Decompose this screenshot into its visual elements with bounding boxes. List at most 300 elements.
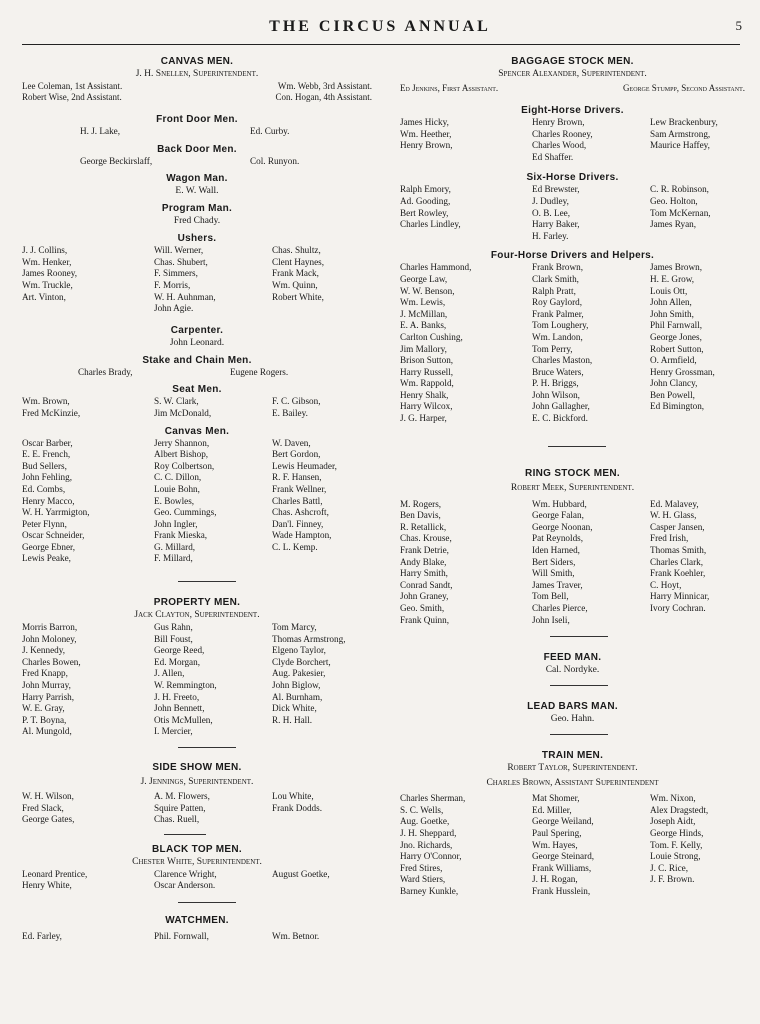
- train-heading: TRAIN MEN.: [541, 750, 604, 762]
- name-entry: Charles Sherman,: [400, 793, 466, 804]
- four-horse-heading: Four-Horse Drivers and Helpers.: [490, 250, 655, 262]
- name-entry: Jim McDonald,: [154, 407, 212, 418]
- name-entry: J. Allen,: [154, 668, 185, 679]
- section-divider: [550, 734, 608, 735]
- name-entry: H. Farley.: [532, 230, 569, 241]
- name-entry: R. F. Hansen,: [272, 472, 322, 483]
- program-heading: Program Man.: [161, 203, 233, 215]
- name-entry: Tom Bell,: [532, 591, 569, 602]
- name-entry: Will. Werner,: [154, 245, 204, 256]
- name-entry: [272, 553, 372, 565]
- side-show-superintendent: J. Jennings, Superintendent.: [140, 777, 254, 787]
- left-column: [22, 52, 372, 943]
- name-entry: E. Bailey.: [272, 407, 308, 418]
- name-entry: Harry Wilcox,: [400, 401, 453, 412]
- ring-stock-heading: RING STOCK MEN.: [525, 467, 620, 479]
- name-entry: Charles Maston,: [532, 355, 593, 366]
- name-entry: Harry Russell,: [400, 366, 454, 377]
- name-entry: [650, 231, 745, 243]
- name-entry: Wm. Landon,: [532, 331, 583, 342]
- ring-stock-names: [400, 499, 745, 627]
- name-entry: Frank Brown,: [532, 262, 584, 273]
- name-entry: Tom. F. Kelly,: [650, 839, 703, 850]
- name-entry: Eugene Rogers.: [230, 366, 289, 377]
- seat-men-names: [22, 396, 372, 419]
- name-entry: Clent Haynes,: [272, 256, 325, 267]
- back-door-names: [22, 156, 372, 168]
- name-entry: George Law,: [400, 273, 448, 284]
- name-entry: Louie Strong,: [650, 851, 701, 862]
- name-entry: Ed Brewster,: [532, 184, 580, 195]
- section-divider: [550, 685, 608, 686]
- name-entry: Wm. Hubbard,: [532, 498, 587, 509]
- name-entry: [400, 231, 532, 243]
- watchmen-heading: WATCHMEN.: [165, 914, 229, 926]
- name-entry: Tom Perry,: [532, 343, 573, 354]
- name-entry: [272, 303, 372, 315]
- name-entry: Sam Armstrong,: [650, 128, 711, 139]
- feed-name: Cal. Nordyke.: [545, 665, 600, 676]
- assistant-name: Con. Hogan, 4th Assistant.: [275, 92, 372, 102]
- canvas-men-superintendent: J. H. Snellen, Superintendent.: [135, 69, 259, 79]
- name-entry: Lew Brackenbury,: [650, 117, 718, 127]
- name-entry: Frank Wellner,: [272, 483, 327, 494]
- name-entry: [650, 413, 745, 425]
- name-entry: Geo. Smith,: [400, 603, 445, 613]
- name-entry: Charles Clark,: [650, 556, 704, 567]
- carpenter-name: John Leonard.: [169, 337, 225, 348]
- name-entry: Aug. Goetke,: [400, 816, 450, 827]
- name-entry: Conrad Sandt,: [400, 579, 453, 590]
- name-entry: Frank Williams,: [532, 862, 592, 873]
- name-entry: Jno. Richards,: [400, 839, 453, 850]
- lead-bars-name: Geo. Hahn.: [550, 714, 595, 725]
- name-entry: [272, 726, 372, 738]
- side-show-heading: SIDE SHOW MEN.: [152, 762, 242, 773]
- name-entry: Wm. Brown,: [22, 396, 70, 407]
- name-entry: J. G. Harper,: [400, 413, 447, 424]
- name-entry: Lou White,: [272, 791, 314, 801]
- carpenter-heading: Carpenter.: [170, 324, 224, 336]
- name-entry: Clark Smith,: [532, 273, 579, 284]
- program-name: Fred Chady.: [173, 216, 221, 227]
- section-divider: [178, 581, 236, 582]
- name-entry: Dick White,: [272, 703, 317, 714]
- name-entry: George Beckirslaff,: [80, 155, 153, 166]
- name-entry: [650, 886, 745, 898]
- name-entry: John Agie.: [154, 303, 194, 314]
- name-entry: R. H. Hall.: [272, 714, 313, 725]
- wagon-heading: Wagon Man.: [166, 173, 228, 185]
- name-entry: Ed. Malavey,: [650, 498, 699, 509]
- page-title: THE CIRCUS ANNUAL: [269, 18, 491, 35]
- name-entry: C. L. Kemp.: [272, 541, 318, 552]
- name-entry: Ed. Miller,: [532, 804, 572, 815]
- name-entry: James Ryan,: [650, 219, 697, 230]
- name-entry: George Noonan,: [532, 521, 593, 532]
- name-entry: James Hicky,: [400, 117, 449, 127]
- name-entry: Phil. Fornwall,: [154, 930, 209, 941]
- section-divider: [178, 902, 236, 903]
- assistant-name: George Stumpp, Second Assistant.: [623, 83, 745, 93]
- feed-heading: FEED MAN.: [543, 652, 602, 664]
- name-entry: Harry Parrish,: [22, 691, 75, 702]
- name-entry: Wm. Betnor.: [272, 930, 320, 941]
- name-entry: Chas. Ruell,: [154, 814, 200, 825]
- name-entry: Wade Hampton,: [272, 530, 332, 541]
- name-entry: Oscar Schneider,: [22, 530, 85, 541]
- name-entry: Henry Shalk,: [400, 389, 449, 400]
- front-door-heading: Front Door Men.: [156, 114, 238, 125]
- name-entry: George Ebner,: [22, 541, 76, 552]
- name-entry: John Ingler,: [154, 518, 198, 529]
- name-entry: [272, 880, 372, 892]
- name-entry: John Wilson,: [532, 389, 580, 400]
- name-entry: Fred Knapp,: [22, 668, 68, 679]
- name-entry: Albert Bishop,: [154, 449, 209, 460]
- name-entry: Fred McKinzie,: [22, 407, 81, 418]
- name-entry: Dan'l. Finney,: [272, 518, 324, 529]
- name-entry: Henry Macco,: [22, 495, 75, 506]
- name-entry: O. Armfield,: [650, 355, 697, 366]
- name-entry: Lewis Heumader,: [272, 460, 337, 471]
- assistant-name: Wm. Webb, 3rd Assistant.: [277, 81, 372, 91]
- name-entry: Wm. Quinn,: [272, 279, 318, 290]
- name-entry: Frank Mieska,: [154, 530, 208, 541]
- name-entry: Paul Spering,: [532, 827, 582, 838]
- name-entry: F. C. Gibson,: [272, 396, 321, 407]
- name-entry: Casper Jansen,: [650, 521, 705, 532]
- name-entry: W. Daven,: [272, 437, 311, 448]
- name-entry: George Hinds,: [650, 827, 704, 838]
- name-entry: Roy Colbertson,: [154, 460, 215, 471]
- name-entry: James Brown,: [650, 262, 703, 273]
- canvas-men-assistants-row-1: [22, 81, 372, 92]
- name-entry: Charles Wood,: [532, 140, 587, 151]
- name-entry: George Weiland,: [532, 816, 594, 827]
- property-men-superintendent: Jack Clayton, Superintendent.: [134, 610, 260, 621]
- name-entry: Henry White,: [22, 880, 72, 891]
- name-entry: Ed. Curby.: [250, 126, 290, 136]
- name-entry: Joseph Aidt,: [650, 816, 696, 827]
- name-entry: W. H. Glass,: [650, 510, 697, 521]
- name-entry: F. Morris,: [154, 279, 191, 290]
- name-entry: Frank Detrie,: [400, 545, 449, 556]
- name-entry: Ed. Morgan,: [154, 656, 201, 667]
- train-superintendent: Robert Taylor, Superintendent.: [507, 763, 638, 774]
- name-entry: Ralph Emory,: [400, 184, 451, 195]
- name-entry: Iden Harned,: [532, 545, 580, 556]
- ushers-names: [22, 245, 372, 315]
- name-entry: James Traver,: [532, 579, 583, 590]
- name-entry: S. C. Wells,: [400, 804, 444, 815]
- name-entry: George Reed,: [154, 645, 205, 656]
- name-entry: Tom Loughery,: [532, 320, 589, 331]
- header-rule: [22, 44, 740, 45]
- section-divider: [164, 834, 206, 835]
- black-top-superintendent: Chester White, Superintendent.: [132, 856, 262, 867]
- name-entry: Bert Siders,: [532, 556, 576, 567]
- name-entry: Bert Gordon,: [272, 449, 321, 460]
- name-entry: Gus Rahn,: [154, 622, 193, 633]
- name-entry: Bill Foust,: [154, 633, 193, 644]
- name-entry: Bruce Waters,: [532, 366, 584, 377]
- canvas-men-2-heading: Canvas Men.: [164, 425, 230, 437]
- property-men-names: [22, 622, 372, 738]
- front-door-names: [22, 126, 372, 138]
- name-entry: John Clancy,: [650, 378, 698, 389]
- name-entry: Maurice Haffey,: [650, 140, 710, 151]
- name-entry: Fred Stires,: [400, 862, 443, 873]
- name-entry: M. Rogers,: [400, 498, 442, 509]
- name-entry: Henry Grossman,: [650, 366, 715, 377]
- name-entry: Wm. Henker,: [22, 256, 72, 267]
- name-entry: Wm. Rappold,: [400, 378, 454, 389]
- right-column: [400, 52, 745, 898]
- name-entry: Harry O'Connor,: [400, 851, 462, 862]
- name-entry: C. Hoyt,: [650, 579, 682, 590]
- name-entry: Morris Barron,: [22, 622, 78, 633]
- name-entry: Oscar Barber,: [22, 437, 73, 448]
- ring-stock-superintendent: Robert Meek, Superintendent.: [510, 482, 635, 493]
- stake-chain-names: [22, 367, 372, 379]
- name-entry: G. Millard,: [154, 541, 196, 552]
- name-entry: George Steinard,: [532, 851, 595, 862]
- name-entry: Aug. Pakesier,: [272, 668, 326, 679]
- name-entry: Ward Stiers,: [400, 874, 446, 885]
- name-entry: Harry Minnicar,: [650, 591, 710, 602]
- name-entry: Brison Sutton,: [400, 355, 454, 366]
- name-entry: Barney Kunkle,: [400, 885, 459, 896]
- name-entry: Charles Battl,: [272, 495, 323, 506]
- back-door-heading: Back Door Men.: [157, 143, 237, 155]
- name-entry: Clarence Wright,: [154, 868, 217, 879]
- ushers-heading: Ushers.: [177, 233, 217, 245]
- name-entry: A. M. Flowers,: [154, 791, 210, 801]
- name-entry: Charles Rooney,: [532, 128, 593, 139]
- name-entry: Harry Baker,: [532, 219, 580, 230]
- name-entry: Frank Husslein,: [532, 885, 591, 896]
- name-entry: J. H. Rogan,: [532, 874, 578, 885]
- name-entry: Elgeno Taylor,: [272, 645, 326, 656]
- train-assistant: Charles Brown, Assistant Superintendent: [486, 778, 659, 789]
- name-entry: Ed Shaffer.: [532, 151, 574, 162]
- name-entry: George Gates,: [22, 814, 75, 825]
- name-entry: John Fehling,: [22, 472, 73, 483]
- name-entry: J. H. Sheppard,: [400, 827, 457, 838]
- name-entry: [272, 814, 372, 826]
- name-entry: Ralph Pratt,: [532, 285, 576, 296]
- name-entry: Leonard Prentice,: [22, 868, 88, 879]
- property-men-heading: PROPERTY MEN.: [153, 597, 241, 609]
- name-entry: Geo. Holton,: [650, 195, 698, 206]
- name-entry: [650, 152, 745, 164]
- name-entry: Wm. Truckle,: [22, 279, 73, 290]
- section-divider: [550, 636, 608, 637]
- name-entry: P. H. Briggs,: [532, 378, 579, 389]
- name-entry: J. J. Collins,: [22, 245, 68, 256]
- name-entry: Lewis Peake,: [22, 553, 71, 564]
- name-entry: Jim Mallory,: [400, 343, 447, 354]
- name-entry: [650, 615, 745, 627]
- name-entry: Oscar Anderson.: [154, 880, 216, 891]
- canvas-men-heading: CANVAS MEN.: [160, 56, 234, 67]
- name-entry: Wm. Heether,: [400, 128, 452, 139]
- name-entry: Tom McKernan,: [650, 207, 711, 218]
- name-entry: George Falan,: [532, 510, 584, 521]
- name-entry: Col. Runyon.: [250, 155, 300, 166]
- name-entry: C. R. Robinson,: [650, 184, 709, 195]
- name-entry: Chas. Ashcroft,: [272, 507, 329, 518]
- name-entry: John Smith,: [650, 308, 694, 319]
- eight-horse-heading: Eight-Horse Drivers.: [521, 105, 624, 116]
- name-entry: Henry Brown,: [400, 140, 453, 151]
- name-entry: W. W. Benson,: [400, 285, 455, 296]
- name-entry: Charles Brady,: [78, 366, 133, 377]
- baggage-heading: BAGGAGE STOCK MEN.: [511, 56, 634, 67]
- name-entry: P. T. Boyna,: [22, 714, 67, 725]
- name-entry: Otis McMullen,: [154, 714, 213, 725]
- name-entry: John Murray,: [22, 680, 71, 691]
- name-entry: J. McMillan,: [400, 308, 448, 319]
- watchmen-names: [22, 931, 372, 943]
- stake-chain-heading: Stake and Chain Men.: [142, 354, 252, 366]
- name-entry: R. Retallick,: [400, 521, 447, 532]
- baggage-assistants: [400, 83, 745, 94]
- name-entry: Fred Irish,: [650, 533, 689, 544]
- name-entry: F. Millard,: [154, 553, 193, 564]
- name-entry: S. W. Clark,: [154, 396, 199, 407]
- name-entry: Chas. Shubert,: [154, 256, 208, 267]
- assistant-name: Ed Jenkins, First Assistant.: [400, 83, 499, 93]
- black-top-heading: BLACK TOP MEN.: [152, 843, 242, 855]
- name-entry: J. F. Brown.: [650, 874, 695, 885]
- name-entry: E. C. Bickford.: [532, 413, 588, 424]
- name-entry: H. J. Lake,: [80, 126, 121, 136]
- name-entry: Bud Sellers,: [22, 460, 67, 471]
- name-entry: Charles Lindley,: [400, 219, 461, 230]
- name-entry: Roy Gaylord,: [532, 297, 583, 308]
- baggage-superintendent: Spencer Alexander, Superintendent.: [498, 69, 647, 79]
- assistant-name: Lee Coleman, 1st Assistant.: [22, 81, 123, 91]
- eight-horse-names: [400, 117, 745, 163]
- name-entry: Wm. Lewis,: [400, 297, 446, 308]
- section-divider: [178, 747, 236, 748]
- page-number: 5: [735, 18, 742, 33]
- canvas-men-assistants-row-2: [22, 92, 372, 103]
- name-entry: F. Simmers,: [154, 268, 198, 279]
- name-entry: Charles Pierce,: [532, 603, 588, 613]
- name-entry: [22, 303, 154, 315]
- lead-bars-heading: LEAD BARS MAN.: [527, 701, 618, 713]
- name-entry: E. Bowles,: [154, 495, 195, 506]
- assistant-name: Robert Wise, 2nd Assistant.: [22, 92, 122, 102]
- name-entry: J. C. Rice,: [650, 862, 689, 873]
- name-entry: Ivory Cochran.: [650, 603, 706, 613]
- name-entry: Pat Reynolds,: [532, 533, 584, 544]
- name-entry: Geo. Cummings,: [154, 507, 217, 518]
- name-entry: E. E. French,: [22, 449, 71, 460]
- name-entry: Ben Powell,: [650, 389, 695, 400]
- name-entry: H. E. Grow,: [650, 273, 695, 284]
- four-horse-names: [400, 262, 745, 424]
- six-horse-names: [400, 184, 745, 242]
- train-names: [400, 793, 745, 897]
- name-entry: John Biglow,: [272, 680, 321, 691]
- name-entry: W. Remmington,: [154, 680, 217, 691]
- name-entry: J. Kennedy,: [22, 645, 66, 656]
- name-entry: Robert Sutton,: [650, 343, 704, 354]
- name-entry: Peter Flynn,: [22, 518, 67, 529]
- name-entry: Carlton Cushing,: [400, 331, 463, 342]
- name-entry: John Allen,: [650, 297, 692, 308]
- wagon-name: E. W. Wall.: [175, 186, 219, 197]
- name-entry: Frank Mack,: [272, 268, 319, 279]
- name-entry: W. H. Auhnman,: [154, 291, 216, 302]
- seat-men-heading: Seat Men.: [172, 384, 222, 396]
- name-entry: Thomas Armstrong,: [272, 633, 346, 644]
- name-entry: Frank Palmer,: [532, 308, 584, 319]
- name-entry: Will Smith,: [532, 568, 575, 579]
- name-entry: Thomas Smith,: [650, 545, 707, 556]
- name-entry: E. A. Banks,: [400, 320, 447, 331]
- name-entry: Phil Farnwall,: [650, 320, 703, 331]
- name-entry: W. H. Wilson,: [22, 791, 74, 801]
- name-entry: Ad. Gooding,: [400, 195, 451, 206]
- name-entry: Wm. Nixon,: [650, 793, 696, 804]
- name-entry: Frank Quinn,: [400, 614, 449, 625]
- name-entry: Alex Dragstedt,: [650, 804, 709, 815]
- name-entry: Squire Patten,: [154, 802, 206, 813]
- name-entry: Fred Slack,: [22, 802, 64, 813]
- name-entry: John Graney,: [400, 591, 449, 602]
- six-horse-heading: Six-Horse Drivers.: [526, 172, 619, 184]
- name-entry: Harry Smith,: [400, 568, 448, 579]
- name-entry: Mat Shomer,: [532, 793, 580, 804]
- name-entry: George Jones,: [650, 331, 702, 342]
- page-header: [0, 18, 760, 44]
- name-entry: Andy Blake,: [400, 556, 447, 567]
- name-entry: J. H. Freeto,: [154, 691, 200, 702]
- name-entry: John Gallagher,: [532, 401, 590, 412]
- name-entry: Frank Koehler,: [650, 568, 706, 579]
- name-entry: Robert White,: [272, 291, 324, 302]
- name-entry: Louie Bohn,: [154, 483, 200, 494]
- name-entry: Wm. Hayes,: [532, 839, 578, 850]
- name-entry: John Moloney,: [22, 633, 77, 644]
- name-entry: Jerry Shannon,: [154, 437, 210, 448]
- canvas-men-2-names: [22, 438, 372, 566]
- name-entry: Frank Dodds.: [272, 802, 323, 813]
- name-entry: Al. Mungold,: [22, 726, 72, 737]
- name-entry: John Bennett,: [154, 703, 205, 714]
- name-entry: Art. Vinton,: [22, 291, 66, 302]
- name-entry: Clyde Borchert,: [272, 656, 331, 667]
- name-entry: Chas. Shultz,: [272, 245, 321, 256]
- name-entry: Ed. Farley,: [22, 930, 62, 941]
- name-entry: James Rooney,: [22, 268, 78, 279]
- name-entry: J. Dudley,: [532, 195, 569, 206]
- section-divider: [548, 446, 606, 447]
- name-entry: Chas. Krouse,: [400, 533, 452, 544]
- name-entry: C. C. Dillon,: [154, 472, 202, 483]
- name-entry: Charles Bowen,: [22, 656, 81, 667]
- name-entry: Ed. Combs,: [22, 483, 66, 494]
- name-entry: Louis Ott,: [650, 285, 688, 296]
- name-entry: Ed Bimington,: [650, 401, 705, 412]
- name-entry: [400, 152, 532, 164]
- name-entry: I. Mercier,: [154, 726, 193, 737]
